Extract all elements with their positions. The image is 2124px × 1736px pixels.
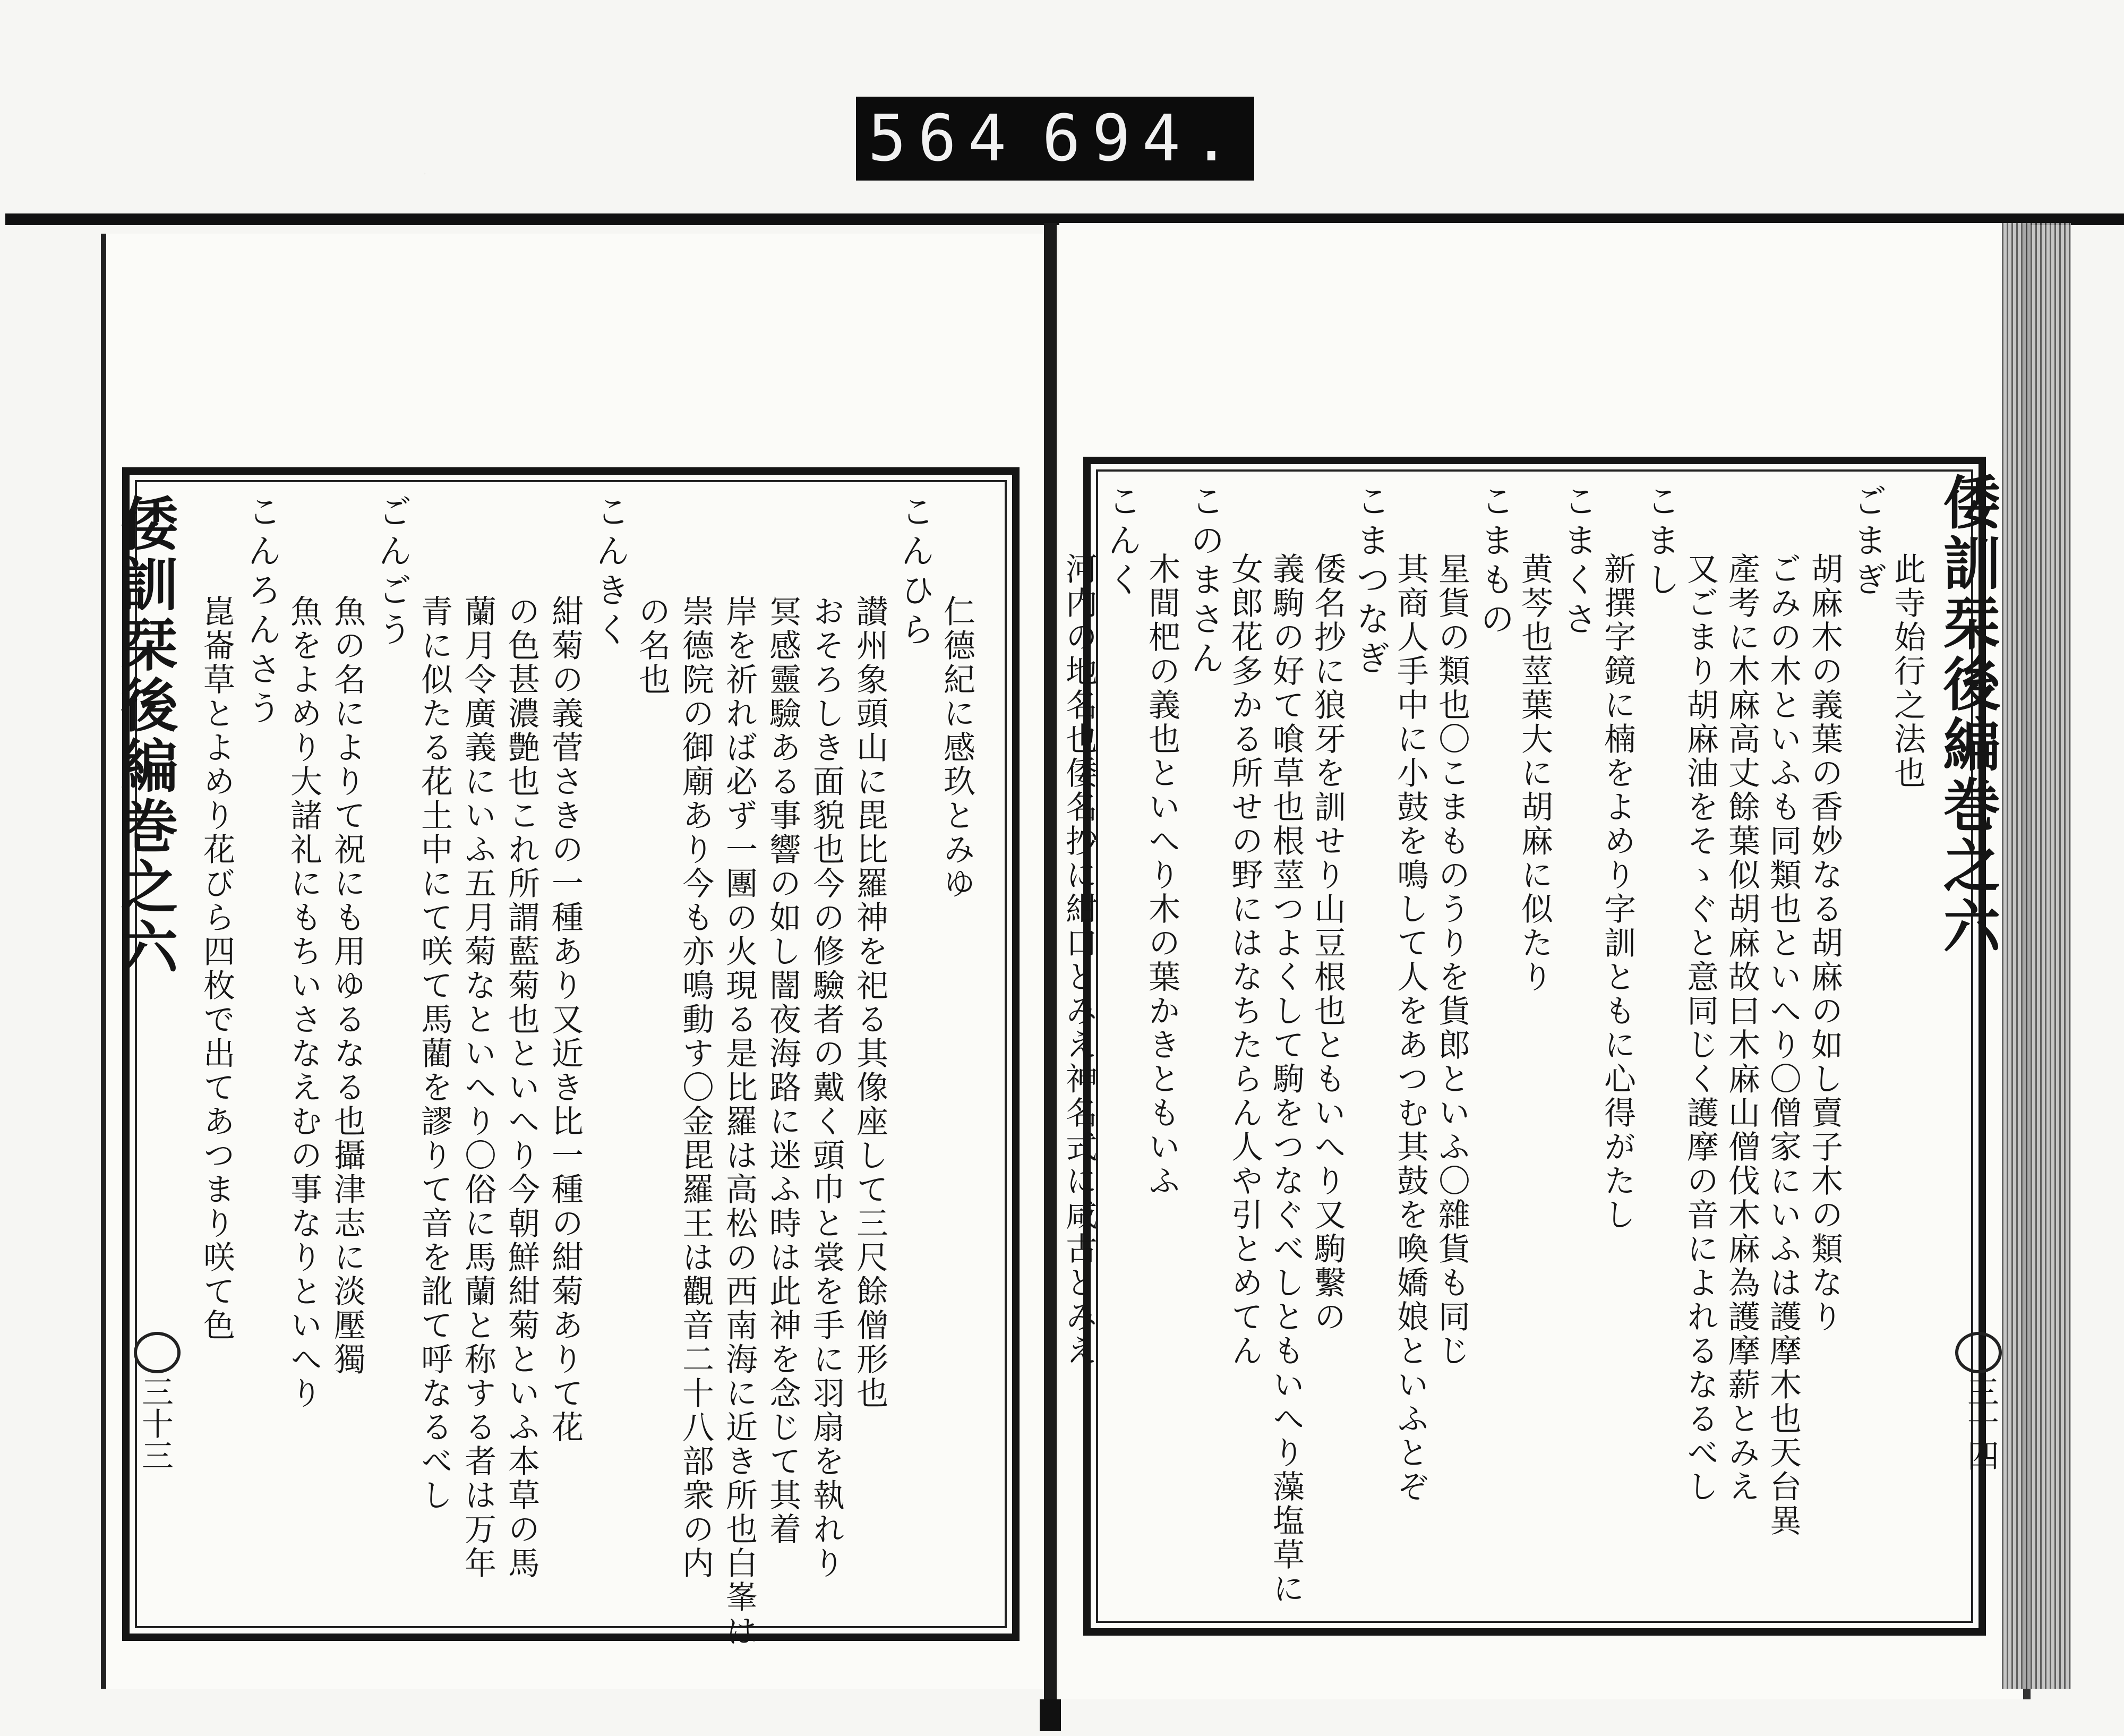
- text-column: 黄芩也莖葉大に胡麻に似たり: [1516, 552, 1553, 994]
- entry-headword: こんきく: [590, 494, 630, 651]
- entry-headword: こまくさ: [1557, 483, 1597, 640]
- entry-headword: こんく: [1102, 483, 1142, 601]
- text-column: 崑崙草とよめり花びら四枚で出てあつまり咲て色: [198, 595, 235, 1342]
- entry-headword: ごんごう: [372, 494, 412, 651]
- entry-headword: こまもの: [1475, 483, 1514, 640]
- text-column: 魚の名によりて祝にも用ゆるなる也攝津志に淡壓獨: [329, 595, 366, 1376]
- right-margin-title: 倭訓栞後編巻之六: [1933, 473, 2000, 957]
- text-column: 又ごまり胡麻油をそゝぐと意同じく護摩の音によれるなるべし: [1682, 552, 1719, 1504]
- text-column: 其商人手中に小鼓を鳴して人をあつむ其鼓を喚嬌娘といふとぞ: [1392, 552, 1429, 1504]
- text-column: の色甚濃艶也これ所謂藍菊也といへり今朝鮮紺菊といふ本草の馬: [503, 595, 540, 1580]
- text-column: 仁德紀に感玖とみゆ: [938, 595, 975, 901]
- text-column: 木間杷の義也といへり木の葉かきともいふ: [1143, 552, 1180, 1198]
- text-column: 新撰字鏡に楠をよめり字訓ともに心得がたし: [1599, 552, 1636, 1232]
- text-column: 崇德院の御廟あり今も亦鳴動す〇金毘羅王は觀音二十八部衆の内: [677, 595, 714, 1580]
- text-column: 女郎花多かる所せの野にはなちたらん人や引とめてん: [1226, 552, 1263, 1368]
- spine-tip: [1040, 1699, 1061, 1731]
- right-folio-mark: [1955, 1332, 2002, 1373]
- reel-number-left: 564: [868, 101, 1018, 176]
- entry-headword: このまさん: [1185, 483, 1224, 680]
- reel-number-right: 694.: [1042, 101, 1243, 176]
- book-spine: [1044, 223, 1057, 1731]
- text-column: 讃州象頭山に毘比羅神を祀る其像座して三尺餘僧形也: [851, 595, 888, 1410]
- text-column: 倭名抄に狼牙を訓せり山豆根也ともいへり又駒繫の: [1309, 552, 1346, 1334]
- text-column: 蘭月令廣義にいふ五月菊なといへり〇俗に馬蘭と称する者は万年: [459, 595, 496, 1580]
- left-folio-number: 三十三: [136, 1375, 174, 1471]
- text-column: 河内の地名也倭名抄に紺口とみえ神名式に咸古とみえ: [1060, 552, 1098, 1368]
- text-column: 星貨の類也〇こまものうりを貨郎といふ〇雜貨も同じ: [1433, 552, 1470, 1368]
- text-column: 冥感靈驗ある事響の如し闇夜海路に迷ふ時は此神を念じて其着: [764, 595, 801, 1546]
- right-folio-number: 三十四: [1962, 1375, 1999, 1471]
- text-column: 青に似たる花土中にて咲て馬藺を謬りて音を訛て呼なるべし: [416, 595, 453, 1512]
- left-margin-title: 倭訓栞後編巻之六: [111, 494, 178, 978]
- reel-number-label: [856, 97, 1254, 181]
- text-column: 紺菊の義菅さきの一種あり又近き比一種の紺菊ありて花: [546, 595, 584, 1444]
- text-column: の名也: [633, 595, 671, 697]
- entry-headword: こまし: [1640, 483, 1680, 601]
- text-column: 義駒の好て喰草也根莖つよくして駒をつなぐべしともいへり藻塩草に: [1267, 552, 1305, 1606]
- left-folio-mark: [134, 1332, 181, 1373]
- page-edge: [2002, 223, 2071, 1689]
- text-column: ごみの木といふも同類也といへり〇僧家にいふは護摩木也天台異: [1765, 552, 1802, 1538]
- text-column: 岸を祈れば必ず一團の火現る是比羅は高松の西南海に近き所也白峯は: [721, 595, 758, 1648]
- text-column: 產考に木麻高丈餘葉似胡麻故曰木麻山僧伐木麻為護摩薪とみえ: [1723, 552, 1760, 1504]
- entry-headword: こんひら: [895, 494, 935, 651]
- text-column: 胡麻木の義葉の香妙なる胡麻の如し賣子木の類なり: [1806, 552, 1843, 1334]
- entry-headword: こまつなぎ: [1350, 483, 1390, 680]
- text-column: 魚をよめり大諸礼にもちいさなえむの事なりといへり: [285, 595, 322, 1410]
- text-column: おそろしき面貌也今の修驗者の戴く頭巾と裳を手に羽扇を執れり: [808, 595, 845, 1580]
- entry-headword: ごまぎ: [1847, 483, 1887, 601]
- entry-headword: こんろんさう: [242, 494, 281, 730]
- text-column: 此寺始行之法也: [1889, 552, 1926, 790]
